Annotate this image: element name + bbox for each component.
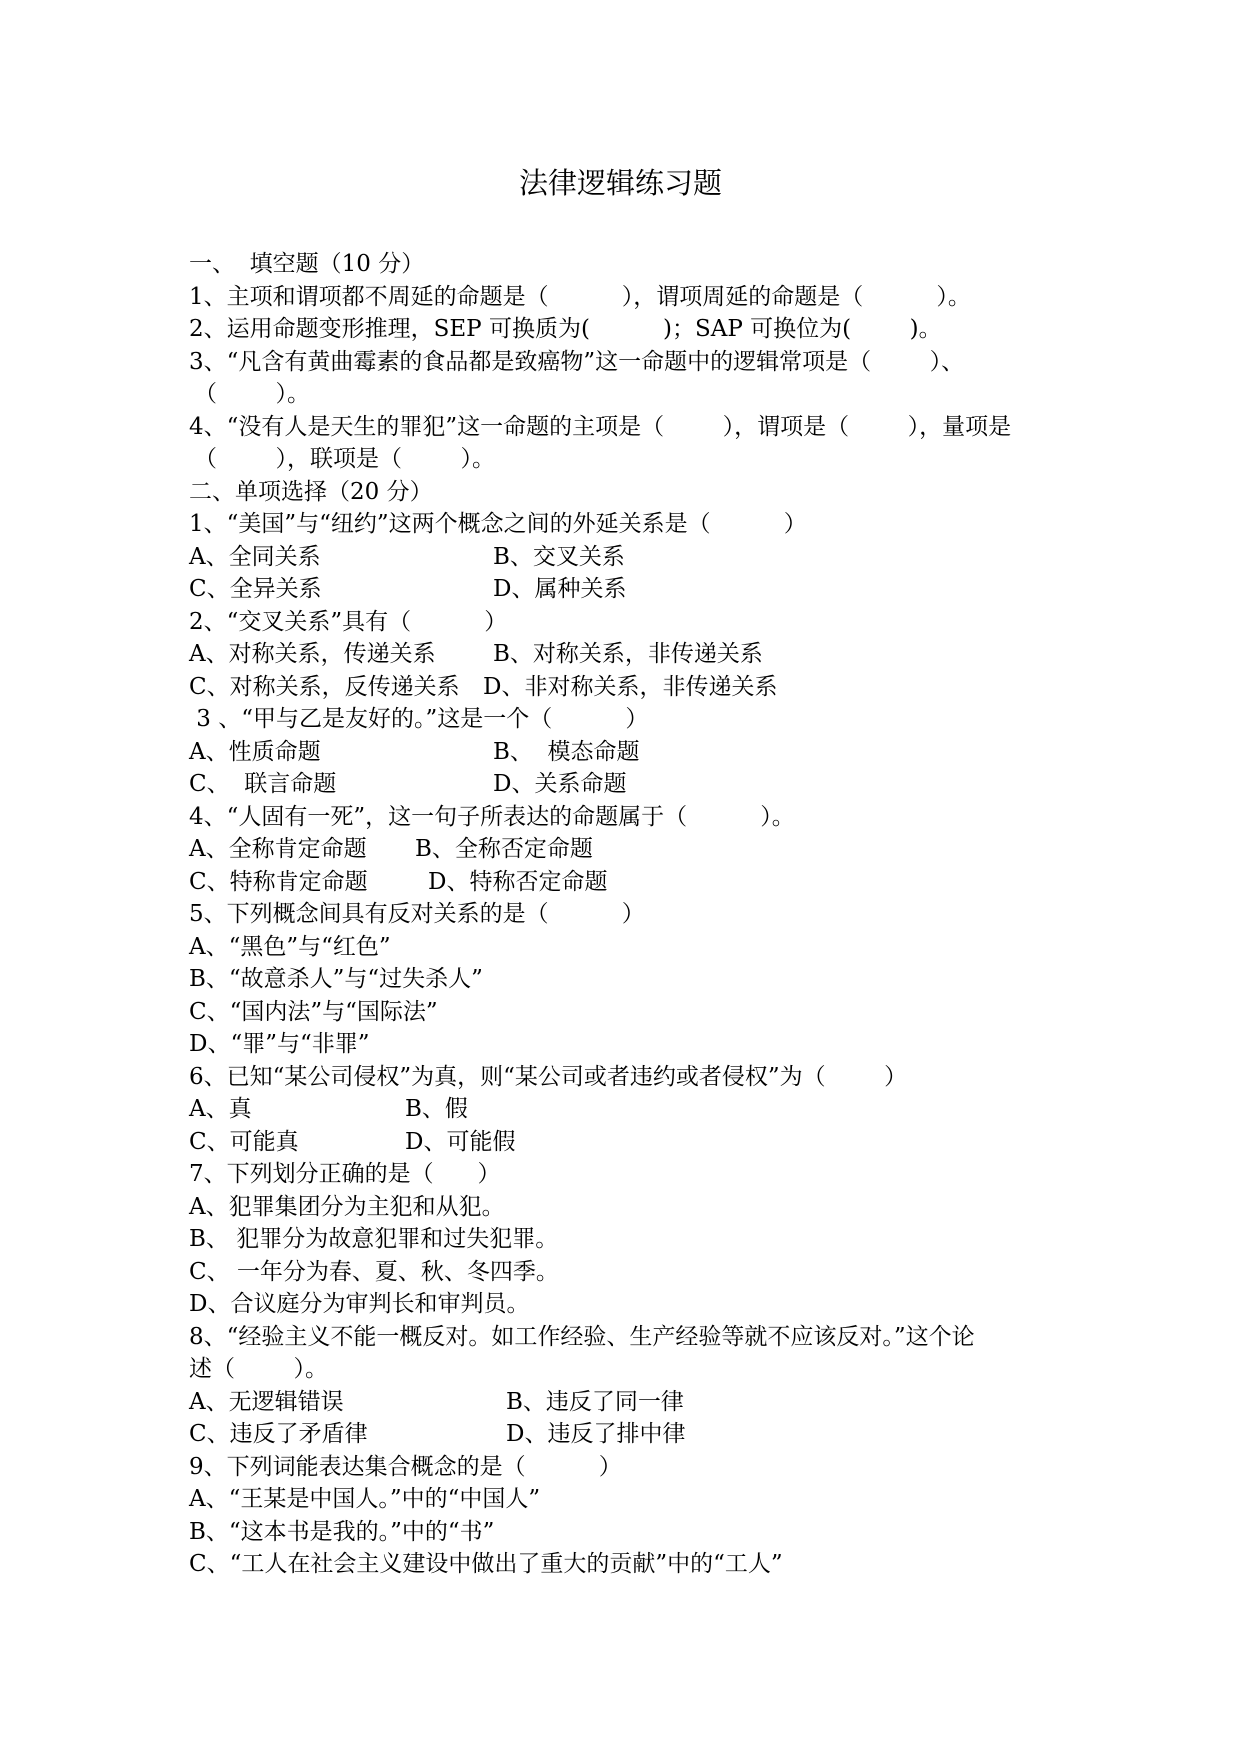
fill-question-4: 4、“没有人是天生的罪犯”这一命题的主项是（ ），谓项是（ ），量项是 (189, 413, 1012, 440)
option-row (189, 866, 1069, 899)
question-stem: 8、“经验主义不能一概反对。如工作经验、生产经验等就不应该反对。”这个论 (189, 1323, 975, 1350)
option-a: A、真 (189, 1096, 252, 1122)
fill-question-1: 1、主项和谓项都不周延的命题是（ ），谓项周延的命题是（ ）。 (189, 283, 971, 310)
option-b: B、违反了同一律 (506, 1388, 684, 1415)
fill-question-2: 2、运用命题变形推理，SEP 可换质为( )；SAP 可换位为( )。 (189, 316, 942, 342)
fill-question-4-cont: （ ），联项是（ ）。 (194, 446, 495, 472)
option-b: B、“这本书是我的。”中的“书” (189, 1518, 495, 1545)
option-c: C、“国内法”与“国际法” (189, 998, 438, 1025)
option-a: A、无逻辑错误 (189, 1388, 344, 1415)
question-stem: 6、已知“某公司侵权”为真，则“某公司或者违约或者侵权”为（ ） (189, 1063, 908, 1090)
option-d: D、合议庭分为审判长和审判员。 (189, 1291, 530, 1317)
option-d: D、违反了排中律 (506, 1421, 686, 1447)
question-stem: 7、下列划分正确的是（ ） (189, 1161, 501, 1187)
option-c: C、 联言命题 (189, 771, 337, 797)
option-row (189, 1126, 1069, 1159)
option-row (189, 573, 1069, 606)
option-a: A、全称肯定命题 (189, 836, 367, 862)
option-row (189, 1418, 1069, 1451)
option-d: D、可能假 (405, 1128, 516, 1155)
option-b: B、假 (405, 1096, 468, 1122)
question-stem: 2、“交叉关系”具有（ ） (189, 608, 508, 635)
option-c: C、特称肯定命题 (189, 868, 368, 895)
question-stem: 4、“人固有一死”，这一句子所表达的命题属于（ ）。 (189, 803, 795, 830)
option-row (189, 833, 1069, 866)
option-a: A、犯罪集团分为主犯和从犯。 (189, 1193, 505, 1220)
option-a: A、“王某是中国人。”中的“中国人” (189, 1486, 541, 1512)
option-row (189, 638, 1069, 671)
option-a: A、对称关系，传递关系 (189, 641, 436, 667)
section-heading: 一、 填空题（10 分） (189, 251, 425, 277)
option-d: D、“罪”与“非罪” (189, 1031, 370, 1057)
option-c: C、违反了矛盾律 (189, 1421, 368, 1447)
option-row (189, 1386, 1069, 1419)
option-b: B、 犯罪分为故意犯罪和过失犯罪。 (189, 1226, 559, 1252)
option-d: D、非对称关系，非传递关系 (483, 673, 778, 700)
question-stem: 9、下列词能表达集合概念的是（ ） (189, 1453, 622, 1480)
option-c: C、全异关系 (189, 576, 322, 602)
question-stem-cont: 述（ ）。 (189, 1356, 328, 1382)
option-b: B、 模态命题 (493, 738, 640, 765)
option-b: B、全称否定命题 (415, 836, 593, 862)
option-a: A、性质命题 (189, 738, 321, 765)
option-c: C、 一年分为春、夏、秋、冬四季。 (189, 1258, 559, 1285)
option-row (189, 541, 1069, 574)
option-c: C、可能真 (189, 1128, 299, 1155)
option-b: B、“故意杀人”与“过失杀人” (189, 966, 483, 992)
option-c: C、对称关系，反传递关系 (189, 673, 460, 700)
option-b: B、对称关系，非传递关系 (493, 641, 763, 667)
page-title: 法律逻辑练习题 (518, 166, 722, 200)
option-row (189, 768, 1069, 801)
fill-question-3-cont: （ ）。 (194, 381, 310, 407)
option-a: A、“黑色”与“红色” (189, 933, 391, 960)
option-d: D、特称否定命题 (428, 868, 608, 895)
option-d: D、属种关系 (493, 576, 627, 602)
fill-question-3: 3、“凡含有黄曲霉素的食品都是致癌物”这一命题中的逻辑常项是（ ）、 (189, 348, 965, 375)
option-a: A、全同关系 (189, 543, 321, 570)
option-row (189, 1093, 1069, 1126)
option-d: D、关系命题 (493, 771, 627, 797)
option-b: B、交叉关系 (493, 543, 625, 570)
exercise-content (189, 248, 1069, 1581)
option-row (189, 736, 1069, 769)
question-stem: 1、“美国”与“纽约”这两个概念之间的外延关系是（ ） (189, 511, 807, 537)
question-stem: 5、下列概念间具有反对关系的是（ ） (189, 901, 645, 927)
section-heading: 二、单项选择（20 分） (189, 478, 433, 505)
question-stem: 3 、“甲与乙是友好的。”这是一个（ ） (189, 706, 649, 732)
option-row (189, 671, 1069, 704)
option-c: C、“工人在社会主义建设中做出了重大的贡献”中的“工人” (189, 1551, 783, 1577)
